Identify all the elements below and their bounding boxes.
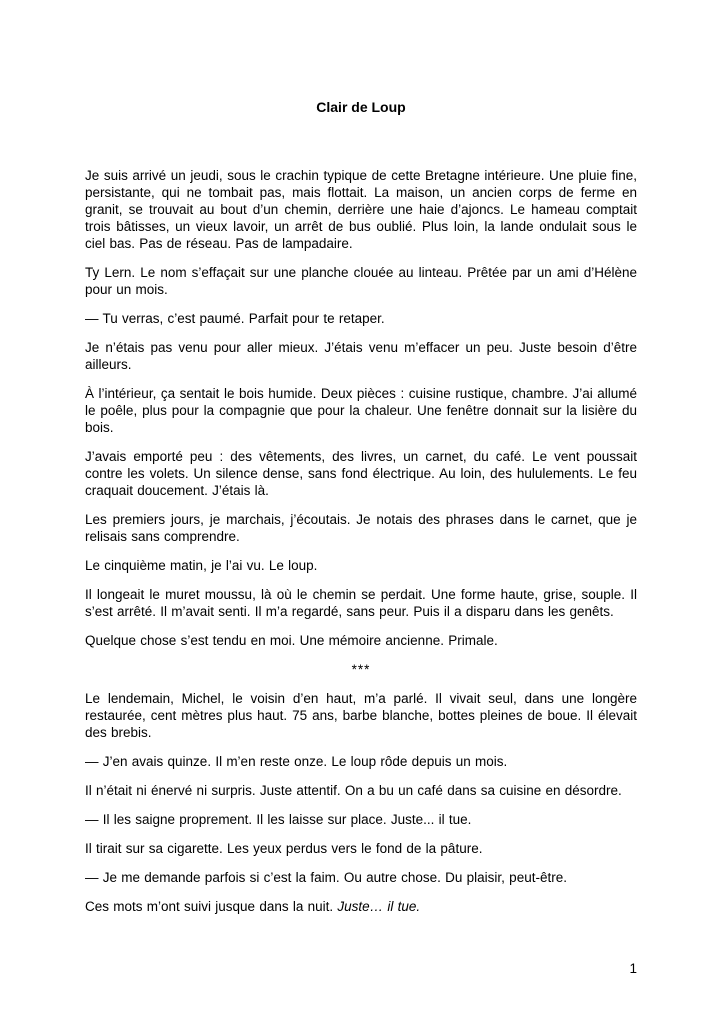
paragraph: Il tirait sur sa cigarette. Les yeux perdus vers le fond de la pâture. <box>85 841 483 856</box>
document-body <box>85 167 637 915</box>
paragraph-italic-text: Juste… il tue. <box>337 899 421 914</box>
paragraph: — J’en avais quinze. Il m’en reste onze. Le loup rôde depuis un mois. <box>85 754 508 769</box>
paragraph: Il n’était ni énervé ni surpris. Juste attentif. On a bu un café dans sa cuisine en désordre. <box>85 783 622 798</box>
paragraph: — Il les saigne proprement. Il les laisse sur place. Juste... il tue. <box>85 812 472 827</box>
page-number: 1 <box>629 961 637 976</box>
paragraph: Je n’étais pas venu pour aller mieux. J’étais venu m’effacer un peu. Juste besoin d’être ailleurs. <box>85 340 637 372</box>
paragraph: Les premiers jours, je marchais, j’écoutais. Je notais des phrases dans le carnet, que je relisais sans comprendre. <box>85 512 637 544</box>
document-title: Clair de Loup <box>316 99 406 115</box>
paragraph: À l’intérieur, ça sentait le bois humide. Deux pièces : cuisine rustique, chambre. J’ai allumé le poêle, plus pour la compagnie que pour la chaleur. Une fenêtre donnait sur la lisière du bois. <box>85 386 637 435</box>
paragraph: J’avais emporté peu : des vêtements, des livres, un carnet, du café. Le vent poussait contre les volets. Un silence dense, sans fond électrique. Au loin, des hululements. Le feu craquait doucement. J’étais là. <box>85 449 637 498</box>
paragraph: Je suis arrivé un jeudi, sous le crachin typique de cette Bretagne intérieure. Une pluie fine, persistante, qui ne tombait pas, mais flottait. La maison, un ancien corps de ferme en granit, se trouvait au bout d’un chemin, derrière une haie d’ajoncs. Le hameau comptait trois bâtisses, un vieux lavoir, un arrêt de bus oublié. Plus loin, la lande ondulait sous le ciel bas. Pas de réseau. Pas de lampadaire. <box>85 168 637 251</box>
paragraph: Le cinquième matin, je l’ai vu. Le loup. <box>85 558 318 573</box>
paragraph: Ty Lern. Le nom s’effaçait sur une planche clouée au linteau. Prêtée par un ami d’Hélène pour un mois. <box>85 265 637 297</box>
paragraph: — Je me demande parfois si c’est la faim. Ou autre chose. Du plaisir, peut-être. <box>85 870 567 885</box>
paragraph: Il longeait le muret moussu, là où le chemin se perdait. Une forme haute, grise, souple. Il s’est arrêté. Il m’avait senti. Il m’a regardé, sans peur. Puis il a disparu dans les genêts. <box>85 587 637 619</box>
paragraph: — Tu verras, c’est paumé. Parfait pour te retaper. <box>85 311 385 326</box>
section-separator: *** <box>351 662 371 677</box>
paragraph-text: Ces mots m’ont suivi jusque dans la nuit. <box>85 899 338 914</box>
paragraph: Le lendemain, Michel, le voisin d’en haut, m’a parlé. Il vivait seul, dans une longère restaurée, cent mètres plus haut. 75 ans, barbe blanche, bottes pleines de boue. Il élevait des brebis. <box>85 691 637 740</box>
paragraph: Quelque chose s’est tendu en moi. Une mémoire ancienne. Primale. <box>85 633 498 648</box>
paragraph <box>85 898 637 915</box>
